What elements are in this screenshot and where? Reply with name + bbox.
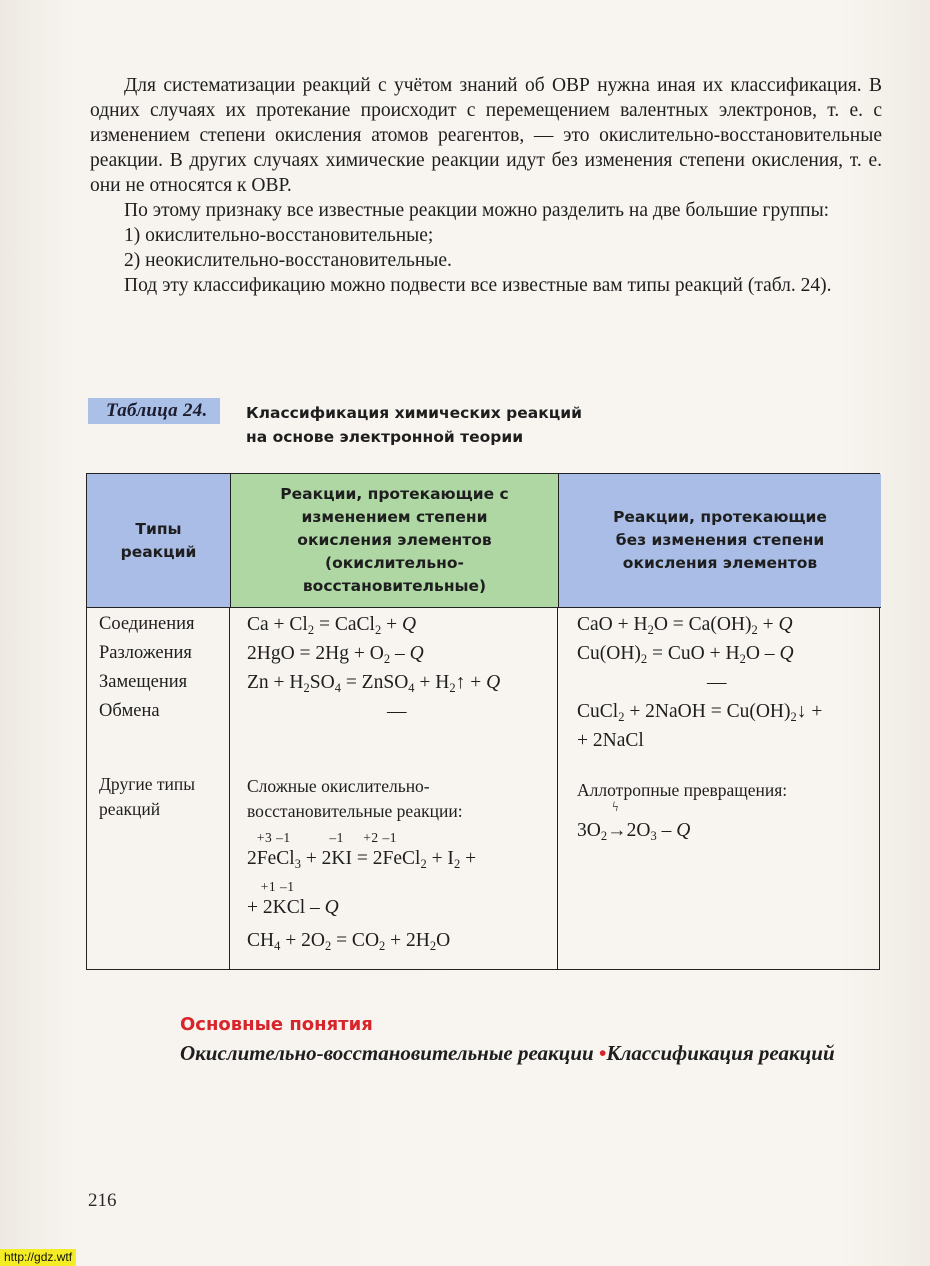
allotropic-label: Аллотропные превращения: bbox=[577, 780, 788, 800]
header-non-redox: Реакции, протекающие без изменения степени окисления элементов bbox=[559, 474, 881, 608]
body-text bbox=[90, 73, 882, 298]
paragraph-2: По этому признаку все известные реакции можно разделить на две большие группы: bbox=[124, 200, 830, 221]
column-divider-1 bbox=[229, 608, 230, 969]
column-divider-2 bbox=[557, 608, 558, 969]
redox-exchange-dash: — bbox=[387, 701, 407, 722]
table-title bbox=[246, 401, 696, 449]
non-redox-substitution-dash: — bbox=[707, 672, 727, 693]
redox-combination: $Ca + Cl_2$ = CaCl$_2$ + Q bbox=[247, 614, 417, 637]
header-redox: Реакции, протекающие с изменением степени окисления элементов (окислительно-восстановительные) bbox=[231, 474, 559, 608]
type-exchange: Обмена bbox=[99, 701, 160, 721]
key-concepts-title: Основные понятия bbox=[180, 1014, 373, 1035]
allotropic-eq: $3O_2$ ϟ $\to 2O_3 - Q$ bbox=[577, 800, 691, 843]
paragraph-1: Для систематизации реакций с учётом знаний об ОВР нужна иная их классификация. В одних случаях их протекание происходит с перемещением валентных электронов, т. е. с изменением степени окисления атомов реагентов, — это окислительно-восстановительные реакции. В других случаях химические реакции идут без изменения степени окисления, т. е. они не относятся к ОВР. bbox=[90, 75, 882, 196]
redox-decomposition: $2HgO = 2Hg + O_2 - Q$ bbox=[247, 643, 424, 666]
non-redox-decomposition: $Cu(OH)_2$ = CuO + $H_2O$ – Q bbox=[577, 643, 794, 666]
bullet-separator: • bbox=[598, 1041, 607, 1065]
non-redox-exchange: CuCl$_2$ + 2NaOH = $Cu(OH)_2↓$ + bbox=[577, 701, 823, 724]
reaction-types-list bbox=[99, 610, 195, 726]
redox-complex-eq-1: 2FeCl$_3$ + 2KI = 2FeCl$_2$ + $I_2$ + bbox=[247, 848, 477, 871]
redox-examples bbox=[247, 610, 500, 726]
key-term-1: Окислительно-восстановительные реакции bbox=[180, 1041, 594, 1065]
page-number: 216 bbox=[88, 1190, 117, 1211]
table-title-line-2: на основе электронной теории bbox=[246, 428, 524, 446]
redox-complex-eq-2: + 2KCl – Q bbox=[247, 897, 339, 918]
list-item-2: 2) неокислительно-восстановительные. bbox=[124, 250, 452, 271]
paragraph-3: Под эту классификацию можно подвести все известные вам типы реакций (табл. 24). bbox=[124, 275, 832, 296]
redox-substitution: $Zn + H_2SO_4$ = ZnSO$_4$ + $H_2↑ + Q$ bbox=[247, 672, 501, 695]
non-redox-examples bbox=[577, 610, 877, 755]
type-decomposition: Разложения bbox=[99, 643, 192, 663]
table-title-line-1: Классификация химических реакций bbox=[246, 404, 582, 422]
list-item-1: 1) окислительно-восстановительные; bbox=[124, 225, 434, 246]
watermark-link[interactable]: http://gdz.wtf bbox=[0, 1249, 76, 1266]
table-label: Таблица 24. bbox=[88, 398, 220, 424]
classification-table bbox=[86, 473, 880, 970]
ox-states-1: +3 –1 –1 +2 –1 bbox=[253, 830, 397, 845]
ox-states-2: +1 –1 bbox=[253, 879, 295, 894]
type-other: Другие типы реакций bbox=[99, 774, 196, 819]
redox-methane-eq: $CH_4 + 2O_2 = CO_2 + 2H_2O$ bbox=[247, 930, 451, 953]
key-term-2: Классификация реакций bbox=[606, 1041, 835, 1065]
type-substitution: Замещения bbox=[99, 672, 188, 692]
redox-complex-label: Сложные окислительно-восстановительные реакции: bbox=[247, 776, 463, 821]
type-combination: Соединения bbox=[99, 614, 195, 634]
header-reaction-types: Типы реакций bbox=[87, 474, 231, 608]
non-redox-combination: CaO + $H_2O = Ca(OH)_2 + Q$ bbox=[577, 614, 793, 637]
key-concepts-terms bbox=[180, 1040, 880, 1066]
lightning-arrow-icon: ϟ → bbox=[607, 800, 627, 841]
non-redox-exchange-cont: + 2NaCl bbox=[577, 730, 644, 751]
